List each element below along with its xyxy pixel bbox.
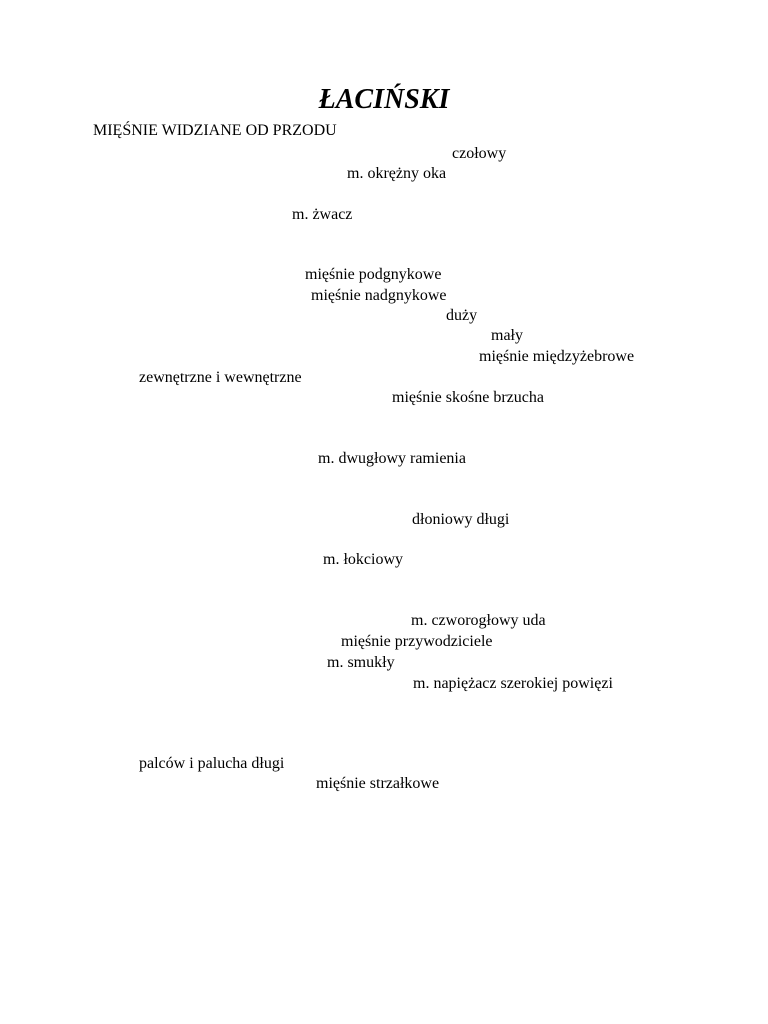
document-title: ŁACIŃSKI: [318, 84, 450, 115]
muscle-label: mięśnie strzałkowe: [316, 775, 440, 792]
muscle-label: mięśnie skośne brzucha: [392, 389, 544, 406]
muscle-label: m. żwacz: [292, 206, 353, 223]
muscle-label: czołowy: [452, 145, 507, 162]
muscle-label: m. czworogłowy uda: [411, 612, 546, 629]
muscle-label: m. łokciowy: [323, 551, 403, 568]
muscle-label: dłoniowy długi: [412, 511, 510, 528]
muscle-label: mięśnie przywodziciele: [341, 633, 493, 650]
document-subtitle: MIĘŚNIE WIDZIANE OD PRZODU: [93, 122, 337, 139]
muscle-label: mały: [491, 327, 523, 344]
muscle-label: m. okrężny oka: [347, 165, 447, 182]
muscle-label: mięśnie nadgnykowe: [311, 287, 447, 304]
muscle-label: mięśnie międzyżebrowe: [479, 348, 635, 365]
muscle-label: m. napiężacz szerokiej powięzi: [413, 675, 613, 692]
muscle-label: m. dwugłowy ramienia: [318, 450, 466, 467]
muscle-label: mięśnie podgnykowe: [305, 266, 442, 283]
muscle-label: m. smukły: [327, 654, 395, 671]
muscle-label: palców i palucha długi: [139, 755, 285, 772]
muscle-label: duży: [446, 307, 478, 324]
muscle-label: zewnętrzne i wewnętrzne: [139, 369, 302, 386]
